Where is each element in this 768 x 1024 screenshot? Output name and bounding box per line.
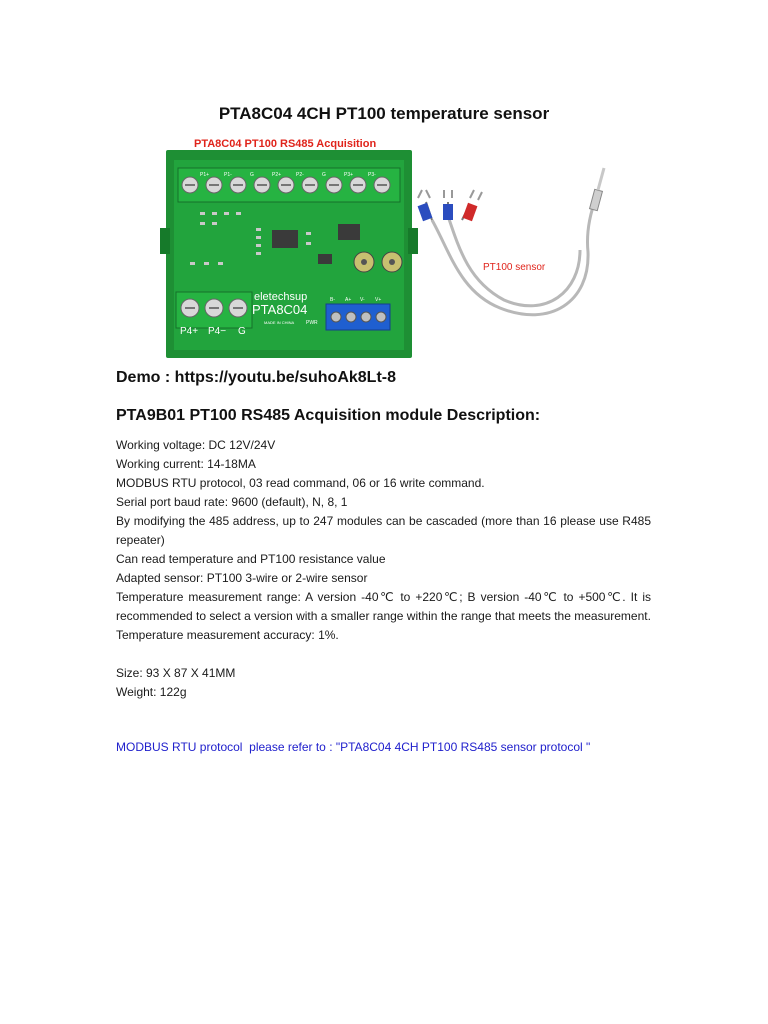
rs485-label-b: B- — [330, 297, 335, 303]
protocol-reference-link[interactable]: MODBUS RTU protocol please refer to : "PTA8C04 4CH PT100 RS485 sensor protocol " — [116, 740, 591, 754]
rs485-label-v-plus: V+ — [375, 297, 382, 303]
rs485-label-v-minus: V- — [360, 297, 365, 303]
pwr-text: PWR — [306, 320, 318, 326]
top-terminal-label-1: P1+ — [200, 172, 210, 178]
spec-line: Temperature measurement accuracy: 1%. — [116, 628, 339, 642]
top-terminal-label-7: P3+ — [344, 172, 354, 178]
page-title: PTA8C04 4CH PT100 temperature sensor — [218, 104, 550, 123]
product-photo — [160, 132, 620, 362]
weight-line: Weight: 122g — [116, 685, 187, 699]
model-text: PTA8C04 — [252, 302, 308, 317]
spec-line: Adapted sensor: PT100 3-wire or 2-wire sensor — [116, 571, 368, 585]
photo-banner: PTA8C04 PT100 RS485 Acquisition — [194, 138, 377, 150]
spec-line: Serial port baud rate: 9600 (default), N, 8, 1 — [116, 495, 348, 509]
spec-line: MODBUS RTU protocol, 03 read command, 06 or 16 write command. — [116, 476, 485, 490]
top-terminal-label-8: P3- — [368, 172, 376, 178]
spec-line: By modifying the 485 address, up to 247 modules can be cascaded (more than 16 please use R485 repeater) — [116, 514, 651, 547]
demo-link[interactable]: Demo : https://youtu.be/suhoAk8Lt-8 — [116, 369, 396, 386]
sensor-label: PT100 sensor — [483, 262, 546, 273]
spec-line: Can read temperature and PT100 resistance value — [116, 552, 386, 566]
origin-text: MADE IN CHINA — [264, 320, 295, 325]
terminal-label-p4-plus: P4+ — [180, 326, 199, 337]
rs485-label-a: A+ — [345, 297, 352, 303]
top-terminal-label-6: G — [322, 172, 326, 178]
description-heading: PTA9B01 PT100 RS485 Acquisition module Description: — [116, 407, 541, 424]
terminal-label-p4-minus: P4− — [208, 326, 227, 337]
top-terminal-label-2: P1- — [224, 172, 232, 178]
brand-text: eletechsup — [254, 291, 308, 303]
spec-line: Temperature measurement range: A version -40℃ to +220℃; B version -40℃ to +500℃. It is recommended to select a version with a smaller range within the range that meets the measurement. — [116, 590, 651, 623]
top-terminal-label-3: G — [250, 172, 254, 178]
terminal-label-g: G — [238, 326, 246, 337]
description-body — [116, 436, 651, 702]
size-line: Size: 93 X 87 X 41MM — [116, 666, 236, 680]
spec-line: Working current: 14-18MA — [116, 457, 256, 471]
top-terminal-label-4: P2+ — [272, 172, 282, 178]
top-terminal-label-5: P2- — [296, 172, 304, 178]
spec-line: Working voltage: DC 12V/24V — [116, 438, 276, 452]
